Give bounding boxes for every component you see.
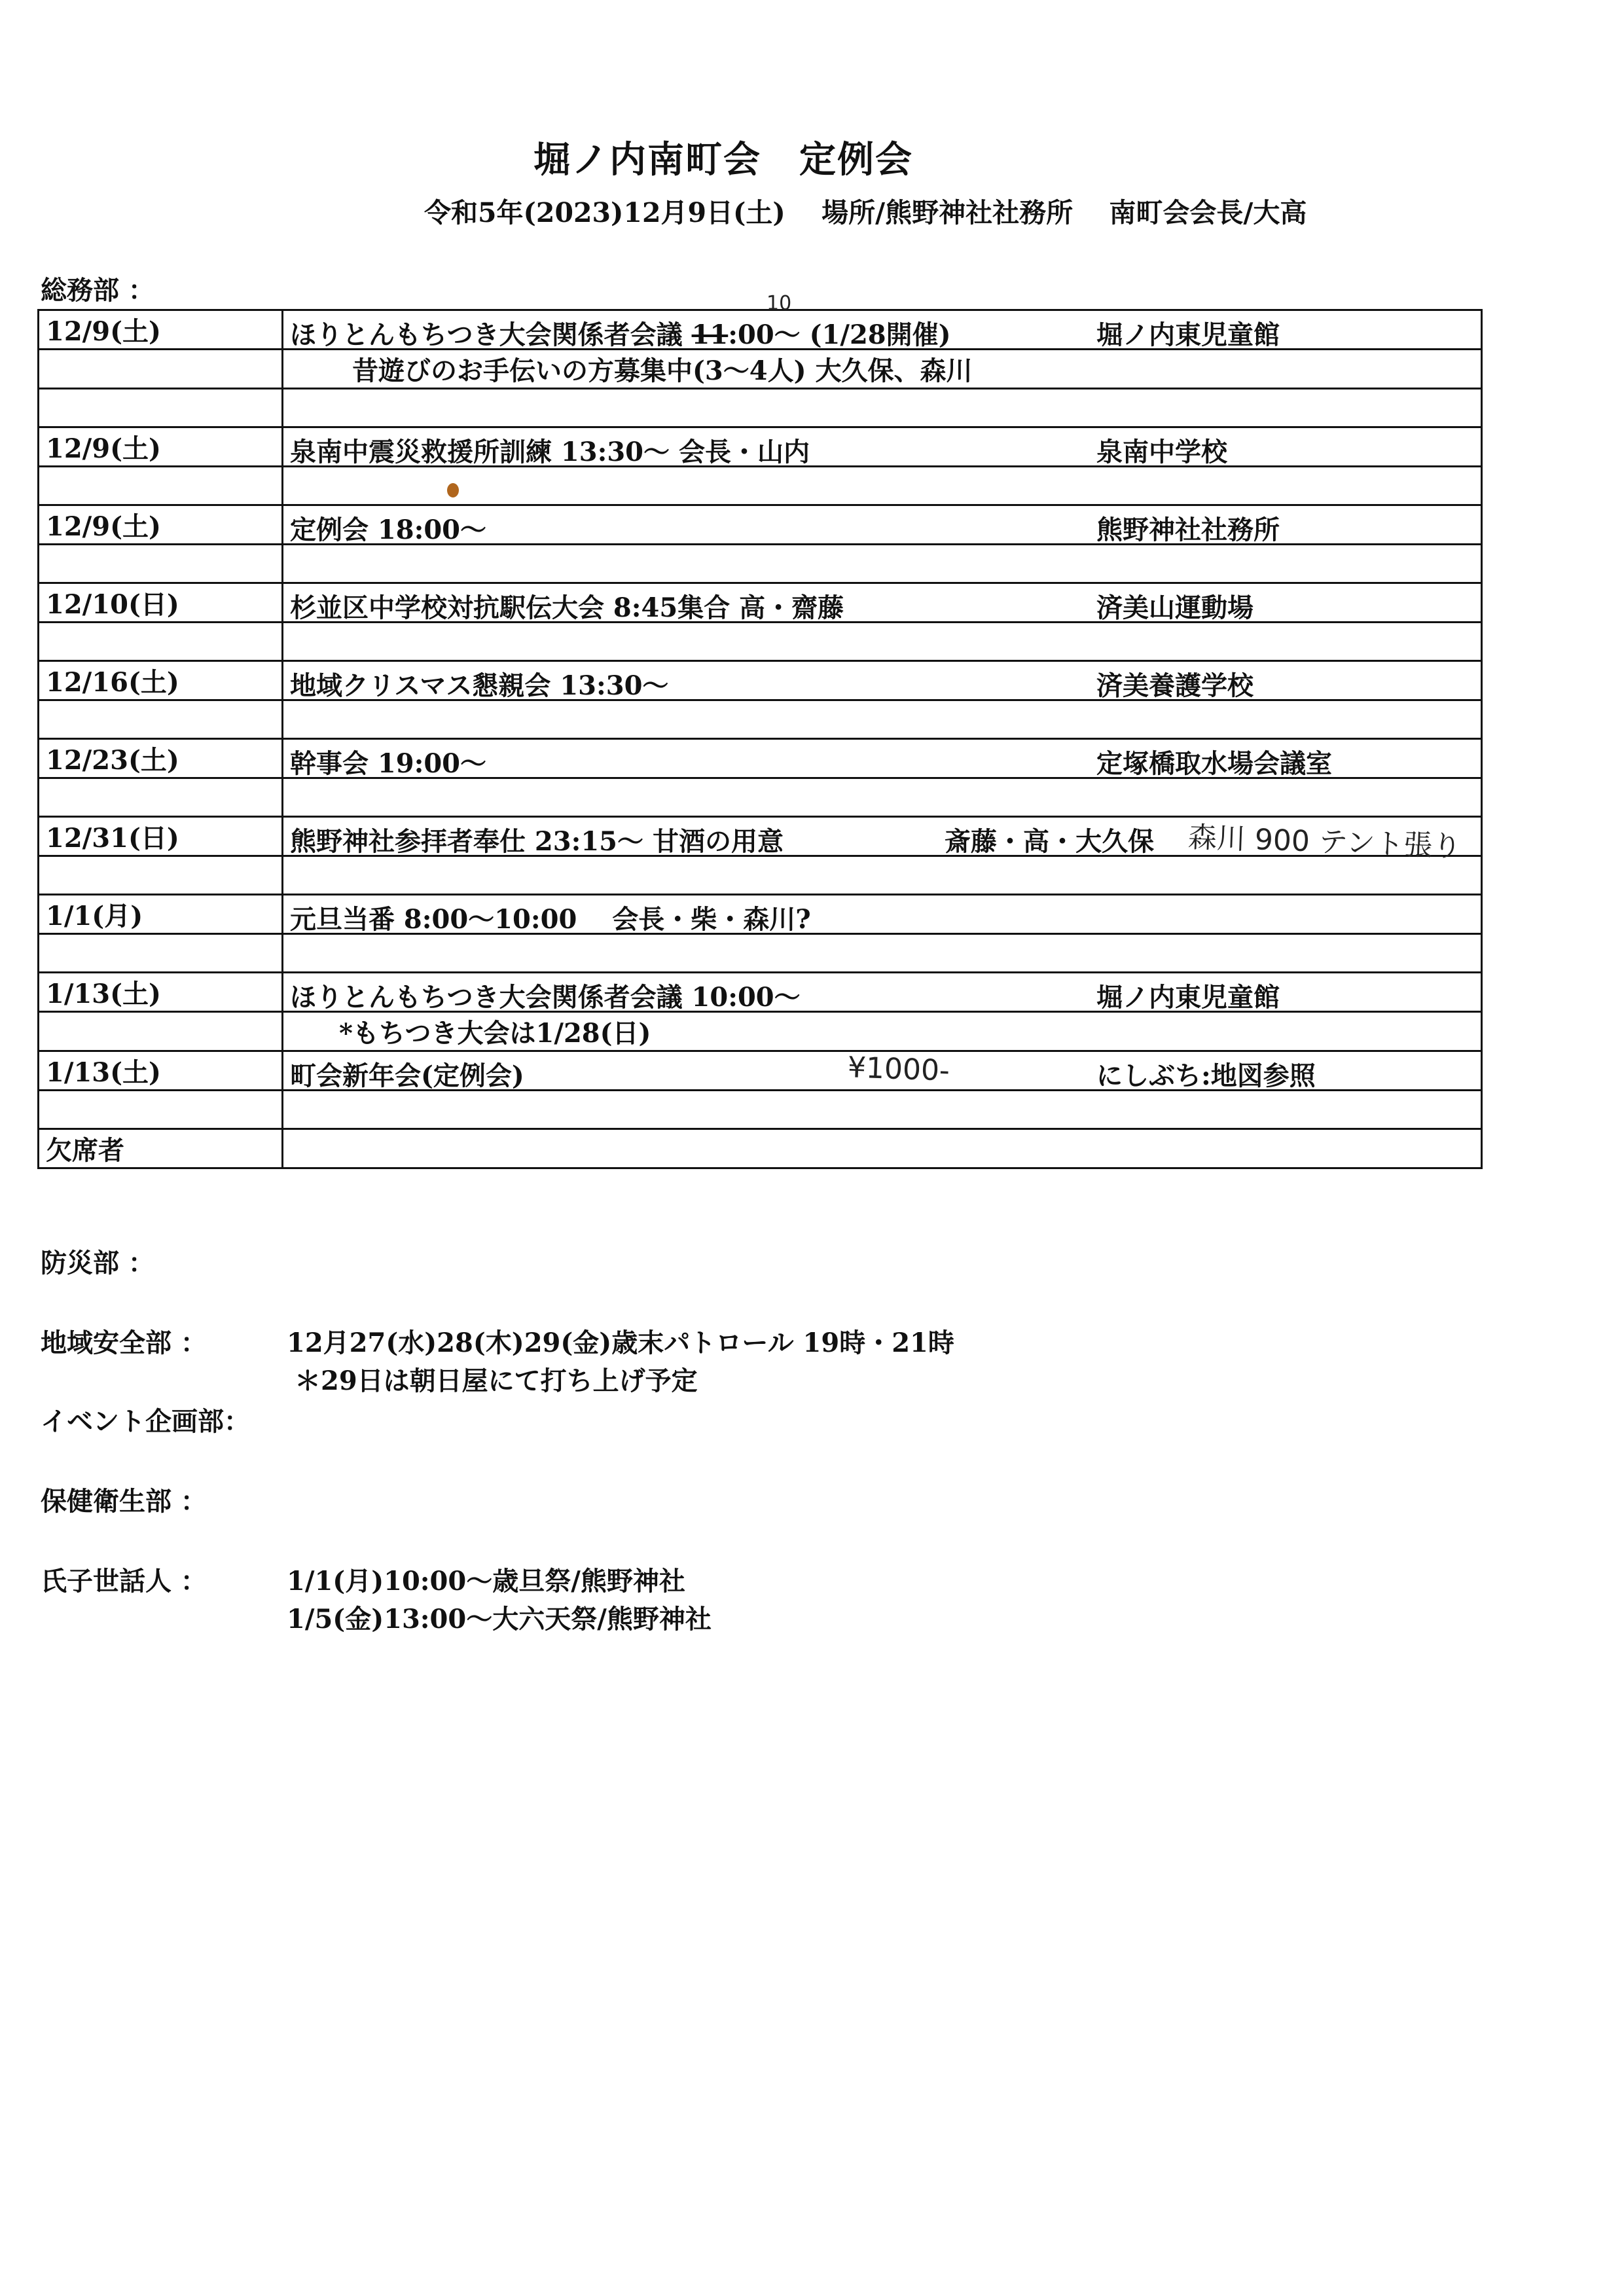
absent-label: 欠席者 [39,1129,283,1168]
handwritten-time-fix: 10 [767,291,792,315]
anzen-line-2: ＊29日は朝日屋にて打ち上げ予定 [295,1365,698,1396]
row-date: 12/9(土) [39,505,283,545]
handwritten-fee: ¥1000- [847,1050,950,1088]
row-place: 済美養護学校 [1096,670,1254,701]
table-row [39,817,1482,856]
event-title: 泉南中震災救援所訓練 13:30～ 会長・山内 [290,436,810,467]
row-event [283,291,1482,350]
section-label-anzen: 地域安全部 ： [41,1328,207,1358]
event-title: ほりとんもちつき大会関係者会議 10:00～ [290,981,801,1013]
row-place: 泉南中学校 [1096,436,1227,467]
table-row [39,934,1482,973]
row-date: 12/10(日) [39,583,283,623]
event-title: 幹事会 19:00～ [290,748,487,779]
ujiko-line-2: 1/5(金)13:00～大六天祭/熊野神社 [287,1604,712,1635]
section-label-bousai: 防災部 ： [41,1248,154,1278]
table-row [39,1012,1482,1051]
row-date: 12/9(土) [39,310,283,350]
table-row [39,350,1482,389]
table-row [39,1091,1482,1129]
time-struck: 11 [691,319,729,350]
row-date: 12/31(日) [39,817,283,856]
row-date: 1/13(土) [39,973,283,1012]
event-title: 元旦当番 8:00～10:00 会長・柴・森川? [290,903,811,935]
event-title: ほりとんもちつき大会関係者会議 [290,319,683,350]
anzen-line-1: 12月27(水)28(木)29(金)歳末パトロール 19時・21時 [287,1328,954,1358]
table-row [39,389,1482,427]
row-place: にしぶち:地図参照 [1096,1060,1316,1091]
schedule-table [37,291,1483,1169]
event-title: 杉並区中学校対抗駅伝大会 8:45集合 高・齋藤 [290,592,844,623]
table-row [39,1051,1482,1091]
table-row [39,973,1482,1012]
row-place: 定塚橋取水場会議室 [1096,748,1332,779]
table-row [39,545,1482,583]
ujiko-line-1: 1/1(月)10:00～歳旦祭/熊野神社 [287,1566,685,1597]
row-sub-text: *もちつき大会は1/28(日) [339,1018,651,1049]
event-title: 定例会 18:00～ [290,514,487,545]
row-date: 12/9(土) [39,427,283,467]
table-row [39,505,1482,545]
table-row [39,700,1482,739]
event-title: 地域クリスマス懇親会 13:30～ [290,670,669,701]
table-row [39,467,1482,505]
page-title: 堀ノ内南町会 定例会 [533,138,913,181]
section-label-hoken: 保健衛生部 ： [41,1486,207,1517]
table-row [39,661,1482,700]
table-row [39,583,1482,623]
row-date-empty [39,350,283,389]
row-date: 1/13(土) [39,1051,283,1091]
row-sub-text: 昔遊びのお手伝いの方募集中(3～4人) 大久保、森川 [352,355,973,386]
table-row-absent [39,1129,1482,1168]
event-title: 町会新年会(定例会) [290,1060,524,1091]
row-date: 12/16(土) [39,661,283,700]
section-label-ujiko: 氏子世話人 ： [41,1566,207,1597]
absent-value [283,1129,1482,1168]
table-row [39,623,1482,661]
section-label-soumu: 総務部 ： [41,275,154,306]
time-rest: :00～ (1/28開催) [728,319,951,350]
row-staff: 斎藤・高・大久保 [945,825,1154,857]
table-row [39,310,1482,350]
table-row [39,778,1482,817]
row-sub [283,350,1482,389]
row-place: 済美山運動場 [1096,592,1254,623]
row-place: 堀ノ内東児童館 [1096,981,1280,1013]
handwritten-note: 森川 900 テント張り [1187,820,1462,863]
table-row [39,856,1482,895]
row-date: 12/23(土) [39,739,283,778]
table-row [39,427,1482,467]
section-label-event: イベント企画部： [41,1406,250,1437]
row-date: 1/1(月) [39,895,283,934]
row-place: 堀ノ内東児童館 [1096,319,1280,350]
table-row [39,739,1482,778]
event-title: 熊野神社参拝者奉仕 23:15～ 甘酒の用意 [290,825,784,857]
table-row [39,895,1482,934]
row-place: 熊野神社社務所 [1096,514,1280,545]
meeting-info: 令和5年(2023)12月9日(土) 場所/熊野神社社務所 南町会会長/大高 [424,197,1307,228]
